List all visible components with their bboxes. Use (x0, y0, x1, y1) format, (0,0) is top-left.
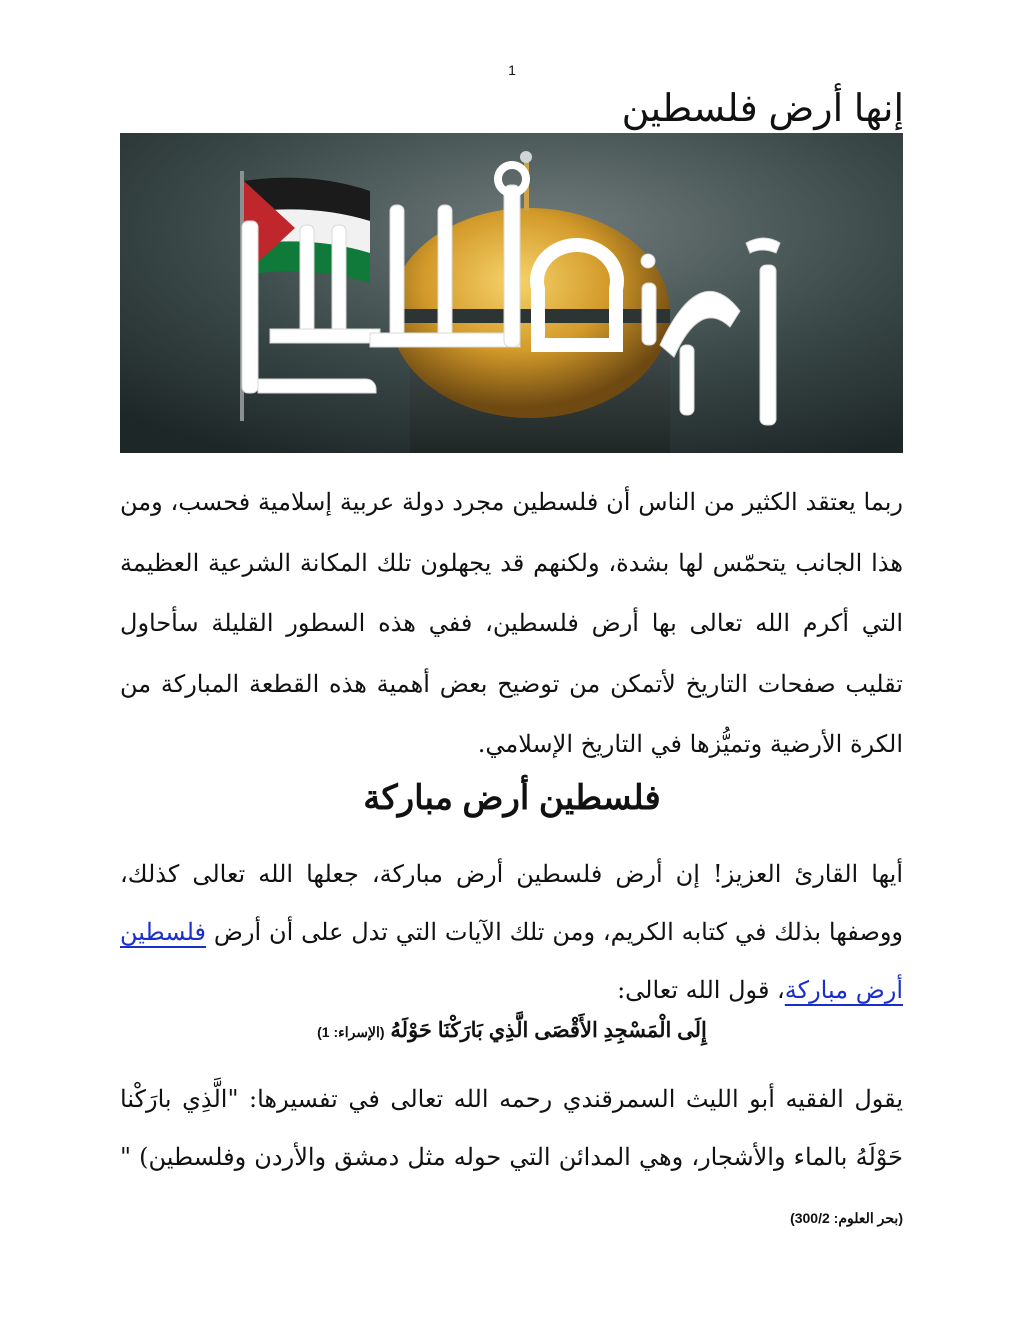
page-number: 1 (508, 62, 516, 78)
quran-verse (0, 1018, 1024, 1043)
banner-graphic (120, 133, 903, 453)
section-heading: فلسطين أرض مباركة (363, 779, 661, 817)
paragraph-text-end: ، قول الله تعالى: (617, 976, 785, 1004)
verse-text: إِلَى الْمَسْجِدِ الأَقْصَى الَّذِي بَارَكْنَا حَوْلَهُ (390, 1019, 707, 1042)
blessed-land-paragraph (120, 845, 903, 1019)
verse-reference: (الإسراء: 1) (317, 1024, 385, 1040)
paragraph-text: أيها القارئ العزيز! إن أرض فلسطين أرض مباركة، جعلها الله تعالى كذلك، ووصفها بذلك في كتابه الكريم، ومن تلك الآيات التي تدل على أن أرض (120, 860, 903, 946)
tafsir-quote: يقول الفقيه أبو الليث السمرقندي رحمه الله تعالى في تفسيرها: "الَّذِي بارَكْنا حَوْلَهُ بالماء والأشجار، وهي المدائن التي حوله مثل دمشق والأردن وفلسطين) " (120, 1085, 903, 1171)
document-title: إنها أرض فلسطين (621, 88, 904, 130)
tafsir-paragraph (120, 1070, 903, 1247)
banner-image (120, 133, 903, 453)
intro-paragraph: ربما يعتقد الكثير من الناس أن فلسطين مجرد دولة عربية إسلامية فحسب، ومن هذا الجانب يتحمّس لها بشدة، ولكنهم قد يجهلون تلك المكانة الشرعية العظيمة التي أكرم الله تعالى بها أرض فلسطين، ففي هذه السطور القليلة سأحاول تقليب صفحات التاريخ لأتمكن من توضيح بعض أهمية هذه القطعة المباركة من الكرة الأرضية وتميُّزها في التاريخ الإسلامي. (120, 488, 903, 758)
blessed-land-link[interactable]: فلسطين أرض مباركة (120, 918, 903, 1004)
tafsir-source: (بحر العلوم: 300/2) (790, 1210, 903, 1226)
